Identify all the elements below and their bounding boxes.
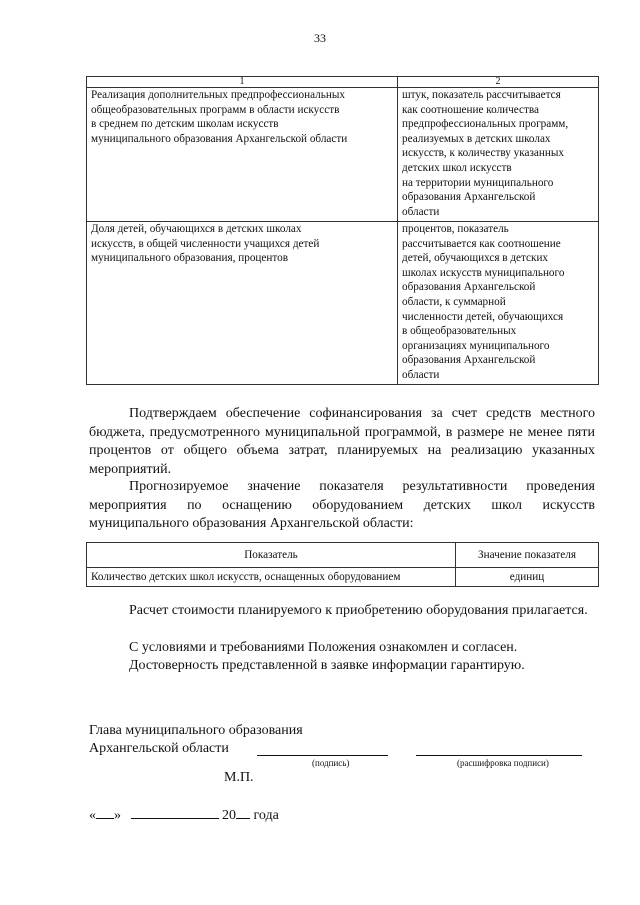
value-cell: единиц — [456, 568, 599, 587]
forecast-table — [86, 542, 599, 587]
indicator-cell: Количество детских школ искусств, оснащенных оборудованием — [87, 568, 456, 587]
table-row — [87, 88, 599, 222]
date-line: « » 20 года — [89, 808, 279, 823]
signer-title-line1: Глава муниципального образования — [89, 723, 303, 738]
month-blank — [131, 806, 219, 819]
day-blank — [96, 806, 114, 819]
indicator-name-cell: Доля детей, обучающихся в детских школах искусств, в общей численности учащихся детей муниципального образования, процентов — [87, 222, 398, 385]
indicator-unit-cell: процентов, показатель рассчитывается как соотношение детей, обучающихся в детских школах искусств муниципального образования Архангельской области, к суммарной численности детей, обучающихся в общеобразовательных организациях муниципального образования Архангельской области — [398, 222, 599, 385]
header-cell-value: Значение показателя — [456, 543, 599, 568]
year-blank — [236, 806, 250, 819]
header-cell-2: 2 — [398, 77, 599, 88]
indicator-name-cell: Реализация дополнительных предпрофессиональных общеобразовательных программ в области искусств в среднем по детским школам искусств муниципального образования Архангельской области — [87, 88, 398, 222]
stamp-placeholder: М.П. — [224, 770, 254, 785]
signature-caption: (подпись) — [312, 758, 350, 768]
table-row — [87, 222, 599, 385]
indicators-table — [86, 76, 599, 385]
agreement-paragraph: С условиями и требованиями Положения ознакомлен и согласен. — [129, 640, 518, 655]
table-row — [87, 568, 599, 587]
forecast-paragraph: Прогнозируемое значение показателя результативности проведения мероприятия по оснащению оборудованием детских школ искусств муниципального образования Архангельской области: — [89, 479, 595, 532]
indicator-unit-cell: штук, показатель рассчитывается как соотношение количества предпрофессиональных программ, реализуемых в детских школах искусств, к количеству указанных детских школ искусств на территории муниципального образования Архангельской области — [398, 88, 599, 222]
name-decode-line — [416, 755, 582, 756]
name-decode-caption: (расшифровка подписи) — [457, 758, 549, 768]
guarantee-paragraph: Достоверность представленной в заявке информации гарантирую. — [129, 658, 525, 673]
cofinancing-paragraph: Подтверждаем обеспечение софинансирования за счет средств местного бюджета, предусмотренного муниципальной программой, в размере не менее пяти процентов от общего объема затрат, планируемых на реализацию указанных мероприятий. — [89, 406, 595, 477]
header-cell-indicator: Показатель — [87, 543, 456, 568]
signer-title-line2: Архангельской области — [89, 741, 229, 756]
table-header-row — [87, 77, 599, 88]
table-header-row — [87, 543, 599, 568]
page-number: 33 — [314, 31, 326, 45]
signature-line — [257, 755, 388, 756]
cost-paragraph: Расчет стоимости планируемого к приобретению оборудования прилагается. — [129, 603, 588, 618]
header-cell-1: 1 — [87, 77, 398, 88]
